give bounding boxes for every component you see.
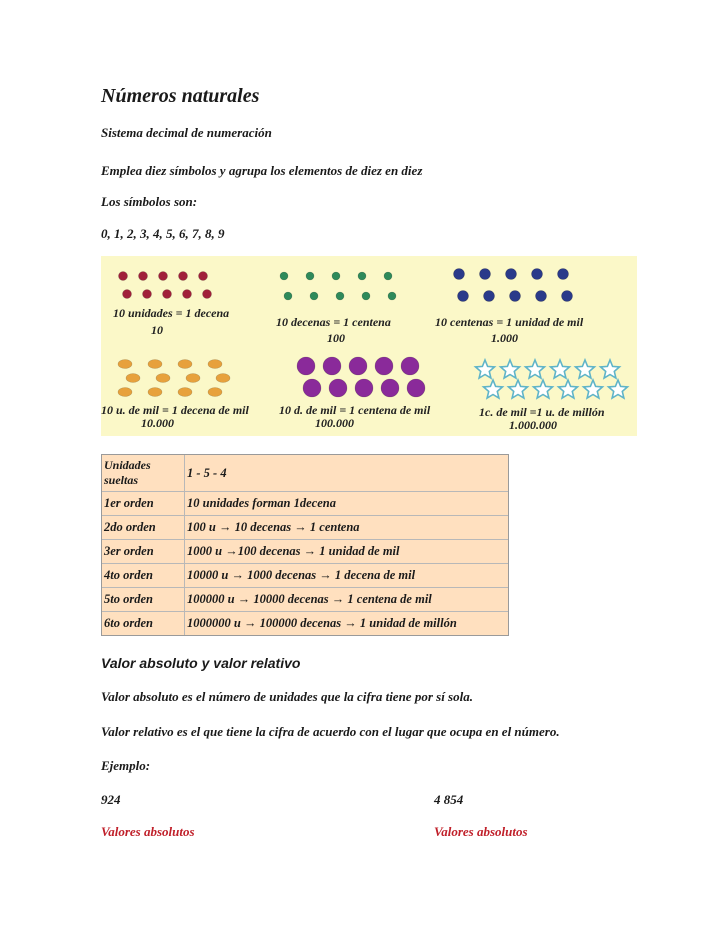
thousand-oval [178, 360, 192, 369]
hundred-dot [536, 291, 547, 302]
thousand-oval [126, 374, 140, 383]
ten-dot [306, 272, 314, 280]
thousand-oval [186, 374, 200, 383]
table-row [102, 564, 508, 588]
hundred-dot [558, 269, 569, 280]
ten-thousand-ball [329, 379, 347, 397]
ten-dot [336, 292, 344, 300]
relative-definition: Valor relativo es el que tiene la cifra de acuerdo con el lugar que ocupa en el número. [101, 724, 560, 739]
order-label: 1er orden [102, 492, 185, 516]
order-label: 5to orden [102, 588, 185, 612]
order-value: 10 unidades forman 1decena [185, 492, 508, 516]
ten-dot [284, 292, 292, 300]
thousand-oval [148, 360, 162, 369]
symbols-label: Los símbolos son: [101, 194, 198, 209]
thousand-oval [156, 374, 170, 383]
order-value: 100 u → 10 decenas → 1 centena [185, 516, 508, 540]
ten-thousand-ball [303, 379, 321, 397]
absolute-values-left: Valores absolutos [101, 824, 195, 839]
thousand-oval [208, 360, 222, 369]
table-row [102, 612, 508, 635]
ten-thousand-ball [297, 357, 315, 375]
page-title: Números naturales [101, 85, 260, 107]
thousand-oval [148, 388, 162, 397]
group-caption: 10 u. de mil = 1 decena de mil [101, 403, 249, 417]
order-label: Unidades sueltas [102, 455, 185, 492]
unit-dot [199, 272, 208, 281]
group-value: 10.000 [141, 416, 174, 430]
symbols-list: 0, 1, 2, 3, 4, 5, 6, 7, 8, 9 [101, 226, 225, 241]
table-row [102, 516, 508, 540]
unit-dot [179, 272, 188, 281]
example-label: Ejemplo: [101, 758, 151, 773]
thousand-oval [208, 388, 222, 397]
absolute-definition: Valor absoluto es el número de unidades que la cifra tiene por sí sola. [101, 689, 473, 704]
group-value: 100 [327, 331, 345, 345]
thousand-oval [118, 360, 132, 369]
ten-dot [388, 292, 396, 300]
hundred-dot [510, 291, 521, 302]
ten-thousand-ball [355, 379, 373, 397]
orders-table [101, 454, 509, 636]
thousand-oval [216, 374, 230, 383]
group-value: 100.000 [315, 416, 354, 430]
group-value: 10 [151, 323, 163, 337]
illustration-canvas [101, 256, 637, 436]
hundred-dot [532, 269, 543, 280]
ten-thousand-ball [381, 379, 399, 397]
unit-dot [119, 272, 128, 281]
hundred-dot [562, 291, 573, 302]
order-value: 10000 u → 1000 decenas → 1 decena de mil [185, 564, 508, 588]
group-caption: 10 decenas = 1 centena [276, 315, 391, 329]
hundred-dot [506, 269, 517, 280]
unit-dot [163, 290, 172, 299]
example-number-right: 4 854 [434, 792, 464, 807]
table-row [102, 455, 508, 492]
order-label: 2do orden [102, 516, 185, 540]
order-label: 4to orden [102, 564, 185, 588]
ten-thousand-ball [375, 357, 393, 375]
group-caption: 10 unidades = 1 decena [113, 306, 230, 320]
decimal-groups-illustration [101, 256, 637, 436]
ten-dot [310, 292, 318, 300]
ten-thousand-ball [349, 357, 367, 375]
subtitle: Sistema decimal de numeración [101, 125, 272, 140]
ten-thousand-ball [401, 357, 419, 375]
unit-dot [123, 290, 132, 299]
hundred-dot [458, 291, 469, 302]
ten-thousand-ball [407, 379, 425, 397]
thousand-oval [118, 388, 132, 397]
ten-dot [362, 292, 370, 300]
ten-dot [358, 272, 366, 280]
unit-dot [139, 272, 148, 281]
unit-dot [143, 290, 152, 299]
table-row [102, 492, 508, 516]
hundred-dot [480, 269, 491, 280]
ten-dot [280, 272, 288, 280]
table-row [102, 540, 508, 564]
unit-dot [159, 272, 168, 281]
order-value: 100000 u → 10000 decenas → 1 centena de mil [185, 588, 508, 612]
hundred-dot [454, 269, 465, 280]
thousand-oval [178, 388, 192, 397]
ten-thousand-ball [323, 357, 341, 375]
ten-dot [332, 272, 340, 280]
unit-dot [183, 290, 192, 299]
group-value: 1.000.000 [509, 418, 557, 432]
absolute-values-right: Valores absolutos [434, 824, 528, 839]
group-caption: 10 centenas = 1 unidad de mil [435, 315, 584, 329]
unit-dot [203, 290, 212, 299]
order-value: 1000 u →100 decenas → 1 unidad de mil [185, 540, 508, 564]
group-caption: 1c. de mil =1 u. de millón [479, 405, 605, 419]
section-heading: Valor absoluto y valor relativo [101, 655, 301, 671]
group-caption: 10 d. de mil = 1 centena de mil [279, 403, 431, 417]
order-label: 6to orden [102, 612, 185, 635]
order-value: 1 - 5 - 4 [185, 455, 508, 492]
order-value: 1000000 u → 100000 decenas → 1 unidad de millón [187, 616, 457, 630]
group-value: 1.000 [491, 331, 518, 345]
table-row [102, 588, 508, 612]
intro-text: Emplea diez símbolos y agrupa los elementos de diez en diez [101, 163, 423, 178]
order-label: 3er orden [102, 540, 185, 564]
ten-dot [384, 272, 392, 280]
hundred-dot [484, 291, 495, 302]
example-number-left: 924 [101, 792, 121, 807]
